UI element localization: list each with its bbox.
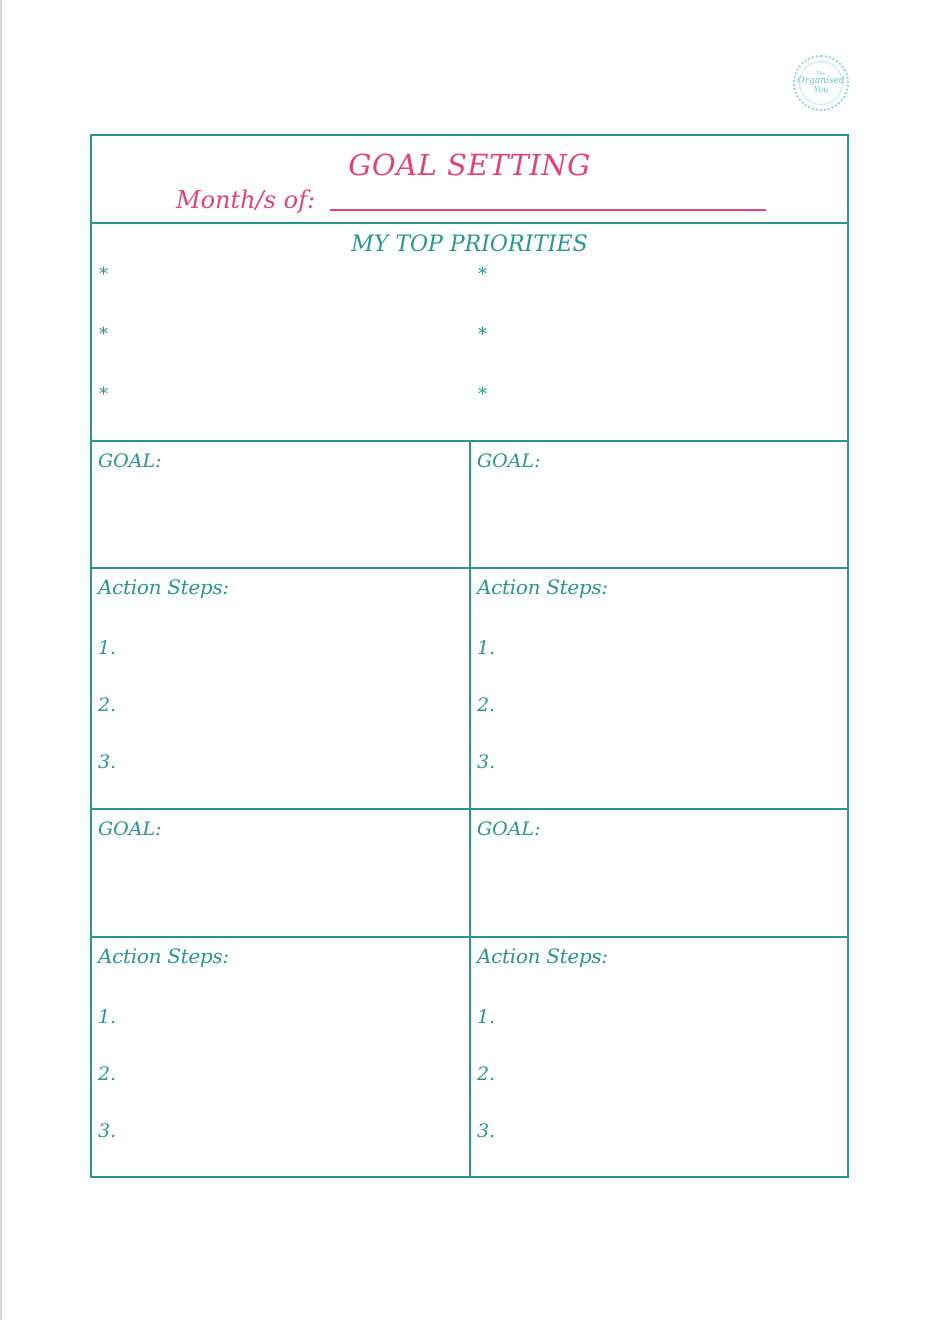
priorities-title: MY TOP PRIORITIES: [351, 232, 588, 257]
goal-label: GOAL:: [477, 818, 541, 840]
priorities-section: [92, 224, 847, 442]
action-steps-cell[interactable]: [92, 569, 469, 808]
priority-bullet: *: [99, 324, 108, 345]
goal-label: GOAL:: [98, 450, 162, 472]
action-steps-label: Action Steps:: [98, 575, 229, 599]
goal-cell[interactable]: [92, 442, 469, 567]
page-edge: [0, 0, 2, 1320]
action-steps-label: Action Steps:: [477, 575, 608, 599]
goal-label: GOAL:: [98, 818, 162, 840]
brand-logo-mark: [799, 61, 843, 105]
step-number: 1.: [98, 637, 117, 659]
step-number: 2.: [477, 1063, 496, 1085]
step-number: 3.: [98, 751, 117, 773]
goal-cell[interactable]: [471, 810, 847, 936]
action-steps-cell[interactable]: [471, 938, 847, 1176]
action-steps-cell[interactable]: [92, 938, 469, 1176]
priority-bullet: *: [99, 384, 108, 405]
action-steps-label: Action Steps:: [98, 944, 229, 968]
step-number: 1.: [477, 637, 496, 659]
priority-bullet: *: [99, 264, 108, 285]
month-label: Month/s of:: [176, 186, 316, 214]
action-steps-label: Action Steps:: [477, 944, 608, 968]
column-divider: [469, 442, 471, 1176]
goal-cell[interactable]: [471, 442, 847, 567]
step-number: 2.: [98, 1063, 117, 1085]
logo-text-line3: You: [813, 85, 829, 94]
goal-label: GOAL:: [477, 450, 541, 472]
month-input-line[interactable]: [330, 209, 766, 211]
logo-text-line1: The: [816, 71, 826, 77]
step-number: 3.: [477, 1120, 496, 1142]
step-number: 1.: [98, 1006, 117, 1028]
step-number: 1.: [477, 1006, 496, 1028]
step-number: 3.: [477, 751, 496, 773]
page-title: GOAL SETTING: [348, 148, 591, 182]
priority-bullet: *: [478, 384, 487, 405]
priority-bullet: *: [478, 324, 487, 345]
step-number: 3.: [98, 1120, 117, 1142]
step-number: 2.: [477, 694, 496, 716]
goal-cell[interactable]: [92, 810, 469, 936]
action-steps-cell[interactable]: [471, 569, 847, 808]
brand-logo: [793, 55, 849, 111]
sheet-header: [92, 136, 847, 224]
goal-setting-sheet: [90, 134, 849, 1178]
step-number: 2.: [98, 694, 117, 716]
priority-bullet: *: [478, 264, 487, 285]
logo-text-line2: Organised: [797, 76, 845, 86]
